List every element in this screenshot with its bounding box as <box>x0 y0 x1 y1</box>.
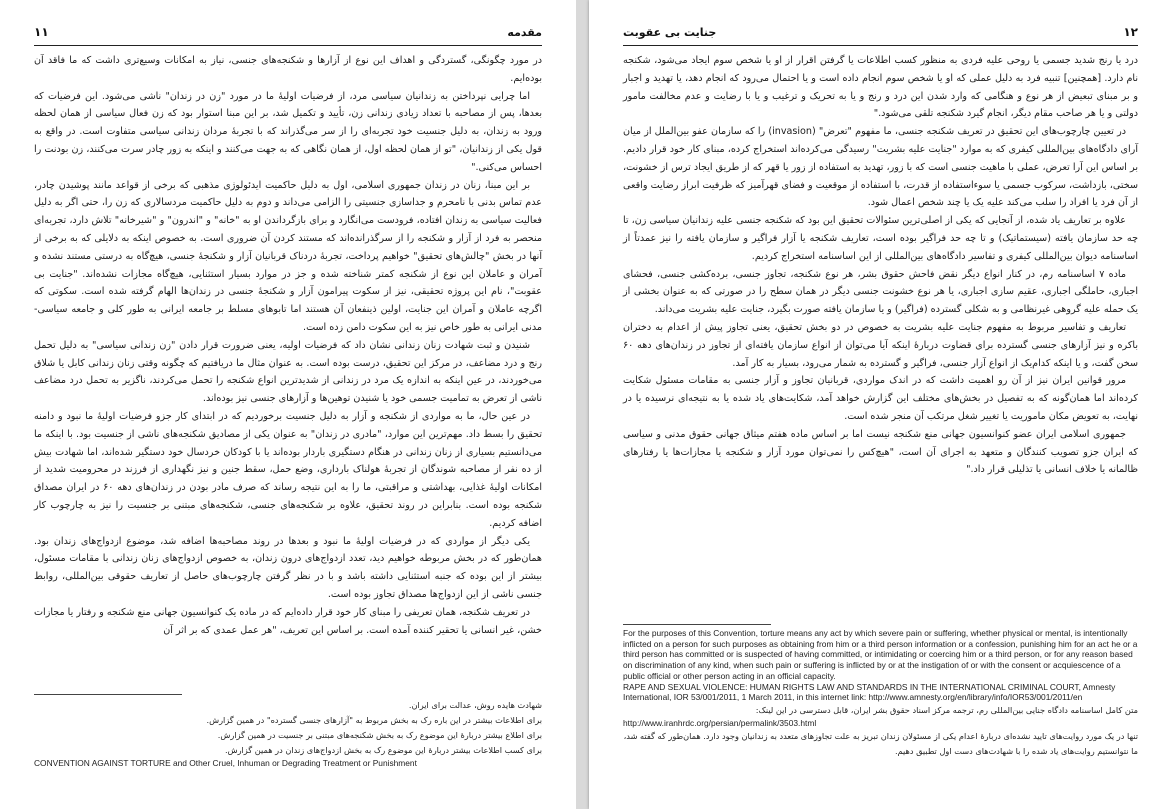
paragraph: جمهوری اسلامی ایران عضو کنوانسیون جهانی منع شکنجه نیست اما بر اساس ماده هفتم میثاق جهانی حقوق مدنی و سیاسی که ایران جزو تصویب کنندگان و متعهد به اجرای آن است، "هیچ‌کس را نمی‌توان مورد آزار و شکنجه یا مجازات‌ها یا رفتارهای ظالمانه یا خلاف انسانی یا تذلیلی قرار داد." <box>623 428 1138 476</box>
paragraph: درد یا رنج شدید جسمی یا روحی علیه فردی به منظور کسب اطلاعات یا گرفتن اقرار از او یا شخص سوم ایجاد می‌شود، شکنجه نام دارد. [همچنین] تنبیه فرد به دلیل عملی که او یا شخص سوم انجام داده است و یا احتمال می‌رود که انجام دهد، یا تهدید و اجبار و بر مبنای تبعیض از هر نوع و هنگامی که وارد شدن این درد و رنج و یا به تحریک و ترغیب و یا با رضایت و عدم مخالفت مامور دولتی و یا هر صاحب مقام دیگر، انجام گیرد شکنجه تلقی می‌شود." <box>623 55 1138 120</box>
footnote: CONVENTION AGAINST TORTURE and Other Cruel, Inhuman or Degrading Treatment or Punishment <box>34 758 417 768</box>
footnote-link[interactable]: http://www.iranhrdc.org/persian/permalink/3503.html <box>623 717 817 728</box>
running-title: مقدمه <box>507 25 542 39</box>
footnote: For the purposes of this Convention, torture means any act by which severe pain or suffering, whether physical or mental, is intentionally inflicted on a person for such purposes as obtaining from him or a third person information or a confession, punishing him for an act he or a third person has committed or is suspected of having committed, or intimidating or coercing him or a third person, or for any reason based on discrimination of any kind, when such pain or suffering is inflicted by or at the instigation of or with the consent or acquiescence of a public official or other person acting in an official capacity. <box>623 628 1138 681</box>
paragraph: ماده ۷ اساسنامه رم، در کنار انواع دیگر نقض فاحش حقوق بشر، هر نوع شکنجه، تجاوز جنسی، برده‌کشی جنسی، فحشای اجباری، حاملگی اجباری، عقیم سازی اجباری، یا هر نوع خشونت جنسی دیگر در همان سطح را در صورتی که به عنوان بخشی از یک حمله علیه گروهی غیرنظامی و به شکلی گسترده (فراگیر) و یا سازمان یافته صورت بگیرد، جنایت علیه بشریت می‌داند. <box>623 268 1138 316</box>
footnote: شهادت هایده روش، عدالت برای ایران. <box>408 700 542 710</box>
footnote-rule <box>623 624 771 625</box>
running-title: جنایت بی عقوبت <box>623 25 717 39</box>
paragraph: در مورد چگونگی، گستردگی و اهداف این نوع از آزارها و شکنجه‌های جنسی، نیاز به امکانات وسیع‌تری داشت که ما فاقد آن بوده‌ایم. <box>34 55 542 84</box>
header-rule <box>623 45 1138 46</box>
footnote: RAPE AND SEXUAL VIOLENCE: HUMAN RIGHTS LAW AND STANDARDS IN THE INTERNATIONAL CRIMINAL COURT, Amnesty International, IOR 53/001/2011, 1 March 2011, in this internet link: http://www.amnesty.org/en/library/info/IOR53/001/2011/en <box>623 681 1116 703</box>
page-11 <box>0 0 576 809</box>
body-text <box>34 52 542 639</box>
footnote: تنها در یک مورد روایت‌های تایید نشده‌ای دربارهٔ اعدام یکی از مسئولان زندان تبریز به علت تجاوزهای متعدد به زندانیان وجود دارد. همان‌طور که گفته شد، ما نتوانستیم روایت‌های یاد شده را با شهادت‌های دست اول تطبیق دهیم. <box>623 730 1138 756</box>
page-number: ۱۲ <box>1123 25 1138 39</box>
footnotes <box>34 698 542 769</box>
header-rule <box>34 45 542 46</box>
footnote: متن کامل اساسنامه دادگاه جنایی بین‌المللی رم، ترجمه مرکز اسناد حقوق بشر ایران، قابل دسترسی در این لینک: <box>755 704 1138 715</box>
footnote: برای اطلاع بیشتر دربارهٔ این موضوع رک به بخش شکنجه‌های مبتنی بر جنسیت در همین گزارش. <box>217 730 542 740</box>
paragraph: در عین حال، ما به مواردی از شکنجه و آزار به دلیل جنسیت برخوردیم که در ابتدای کار جزو فرضیات اولیهٔ ما نبود و دامنه تحقیق را بسط داد. مهم‌ترین این موارد، "مادری در زندان" به عنوان یکی از مصادیق شکنجه‌های ناشی از جنسیت بود. با اینکه ما می‌دانستیم بسیاری از زنان زندانی در هنگام دستگیری باردار بوده‌اند یا با کودکان خردسال خود دستگیر شده‌اند، اما شهادت بیش از ده نفر از مصاحبه شوندگان از تجربهٔ هولناک بارداری، وضع حمل، سقط جنین و نیز نگهداری از فرزند در محرومیت شدید از امکانات اولیهٔ غذایی، بهداشتی و مراقبتی، ما را به این نتیجه رساند که صرف مادر بودن در زندان‌های دهه ۶۰ در ایران مصداق شکنجه بوده است. بنابراین در روند تحقیق، علاوه بر شکنجه‌های جنسی، شکنجه‌های مبتنی بر جنسیت را نیز به چارچوب کار اضافه کردیم. <box>34 410 542 529</box>
page-gutter <box>576 0 589 809</box>
page-number: ۱۱ <box>34 25 49 39</box>
paragraph: علاوه بر تعاریف یاد شده، از آنجایی که یکی از اصلی‌ترین سئوالات تحقیق این بود که شکنجه جنسی علیه زندانیان سیاسی زن، تا چه حد سازمان یافته (سیستماتیک) و تا چه حد فراگیر بوده است، تعاریف شکنجه یا آزار فراگیر و سازمان یافته را نیز عمدتاً از اساسنامه دیوان بین‌المللی کیفری و تفاسیر دادگاه‌های بین‌المللی از این اساسنامه استخراج کردیم. <box>623 215 1138 262</box>
running-header <box>34 24 542 40</box>
paragraph: بر این مبنا، زنان در زندان جمهوری اسلامی، اول به دلیل حاکمیت ایدئولوژی مذهبی که برخی از قواعد مانند پوشیدن چادر، عدم تماس بدنی با نامحرم و جداسازی جنسیتی را الزامی می‌داند و دوم به دلیل حاکمیت مردسالاری که زن را، حتی اگر به دلیل فعالیت سیاسی به زندان افتاده، فرودست می‌انگارد و برای بازگرداندن او به "خانه" و "اندرون" و "شیرخانه" تلاش دارد، تجربه‌ای منحصر به فرد از آزار و شکنجه را از سرگذرانده‌اند که مستند کردن آن ضروری است. به خصوص اینکه به دلایلی که به برخی از آنها در بخش "چالش‌های تحقیق" خواهیم پرداخت، تجربهٔ دردناک قربانیان آزار و شکنجهٔ جنسی، هیچ‌گاه به درستی مستند نشده و آمران و عاملان این نوع از شکنجه کمتر شناخته شده و جز در موارد بسیار استثنایی، هیچ‌گاه مجازات نشده‌اند. "جنایت بی عقوبت"، نام این پروژه تحقیقی، نیز از سکوت پیرامون آزار و شکنجهٔ جنسی در زندان‌ها الهام گرفته شده است. سکوتی که اگرچه عاملان و آمران این جنایت، اولین ذینفعان آن هستند اما تابوهای مسلط بر جامعه ایرانی به طور کلی و جامعه سیاسی- مدنی ایرانی به طور خاص نیز به این سکوت دامن زده است. <box>34 179 542 333</box>
page-12 <box>589 0 1172 809</box>
running-header <box>623 24 1138 40</box>
footnote: برای کسب اطلاعات بیشتر دربارهٔ این موضوع رک به بخش ازدواج‌های زندان در همین گزارش. <box>224 745 542 755</box>
footnote-rule <box>34 694 182 695</box>
footnotes <box>623 628 1138 759</box>
paragraph: تعاریف و تفاسیر مربوط به مفهوم جنایت علیه بشریت به خصوص در دو بخش تحقیق، یعنی تجاوز پیش از اعدام به دختران باکره و نیز آزارهای جنسی گسترده برای قضاوت دربارهٔ اینکه آیا می‌توان از انواع سازمان یافته‌ای از تجاوز در زندان‌های دهه ۶۰ سخن گفت، و یا اینکه کدام‌یک از انواع آزار جنسی، فراگیر و گسترده به شمار می‌رود، بسیار به کار آمد. <box>623 321 1138 369</box>
paragraph: اما چرایی نپرداختن به زندانیان سیاسی مرد، از فرضیات اولیهٔ ما در مورد "زن در زندان" ناشی می‌شود. این فرضیات که بعدها، پس از مصاحبه با تعداد زیادی زندانی زن، تأیید و تکمیل شد، بر این مبنا استوار بود که زن فعال سیاسی از همان لحظه ورود به زندان، به دلیل جنسیت خود تجربه‌ای را از سر می‌گذراند که با تجربهٔ مردان زندانی سیاسی متفاوت است. در واقع به قول یکی از زندانیان، "تو از همان لحظه اول، از همان نگاهی که به جهت می‌کنند و اینکه به زور چادر سرت می‌کنند، زن بودنت را احساس می‌کنی." <box>34 90 542 173</box>
paragraph: در تعریف شکنجه، همان تعریفی را مبنای کار خود قرار داده‌ایم که در ماده یک کنوانسیون جهانی منع شکنجه و رفتار یا مجازات خشن، غیر انسانی یا تحقیر کننده آمده است. بر اساس این تعریف، "هر عمل عمدی که بر اثر آن <box>34 606 542 636</box>
paragraph: مرور قوانین ایران نیز از آن رو اهمیت داشت که در اندک مواردی، قربانیان تجاوز و آزار جنسی به مقامات مسئول شکایت کرده‌اند اما همان‌گونه که به تفصیل در بخش‌های مختلف این گزارش خواهد آمد، شکایت‌های یاد شده یا به نتیجه‌ای نرسیده یا در نهایت، به تعویض مکان ماموریت یا تغییر شغل مرتکب آن منجر شده است. <box>623 375 1138 422</box>
paragraph: یکی دیگر از مواردی که در فرضیات اولیهٔ ما نبود و بعدها در روند مصاحبه‌ها اضافه شد، موضوع ازدواج‌های زندان بود. همان‌طور که در بخش مربوطه خواهیم دید، تعدد ازدواج‌های درون زندان، به خصوص ازدواج‌های زنان زندانی با مقامات مسئول، بیشتر از این بوده که جنبه استثنایی داشته باشد و با در نظر گرفتن چارچوب‌های حاصل از تعاریف حقوقی بین‌المللی، روابط جنسی ناشی از این ازدواج‌ها مصداق تجاوز بوده است. <box>34 535 542 600</box>
paragraph: شنیدن و ثبت شهادت زنان زندانی نشان داد که فرضیات اولیه، یعنی ضرورت قرار دادن "زن زندانی سیاسی" به دلیل تحمل رنج و درد مضاعف، در مرکز این تحقیق، درست بوده است. به عنوان مثال ما دریافتیم که چگونه وقتی زنان زندانی کابل یا شلاق می‌خوردند، در عین اینکه به اندازه یک مرد در زندانی از شدیدترین انواع شکنجه را تحمل می‌کردند، ناگزیر به تحمل درد مضاعف ناشی از تعرض به تمامیت جسمی خود یا شنیدن توهین‌ها و آزارهای جنسی نیز بوده‌اند. <box>34 339 542 405</box>
body-text <box>623 52 1138 479</box>
paragraph: در تعیین چارچوب‌های این تحقیق در تعریف شکنجه جنسی، ما مفهوم "تعرض" (invasion) را که سازمان عفو بین‌الملل از میان آرای دادگاه‌های بین‌المللی کیفری که به موارد "جنایت علیه بشریت" رسیدگی می‌کرده‌اند استخراج کرده، مبنای کار خود قرار دادیم. بر اساس این آرا تعرض، عملی با ماهیت جنسی است که با زور، تهدید به استفاده از زور یا قهر که از طریق ایجاد ترس از خشونت، سختی، بازداشت، سرکوب جسمی یا سوءاستفاده از قدرت، با استفاده از موقعیت و فضای قهرآمیز که ظرفیت ابراز رضایت واقعی از آن فرد یا افراد را سلب می‌کند علیه یک یا چند شخص اعمال شود. <box>623 126 1138 209</box>
footnote: برای اطلاعات بیشتر در این باره رک به بخش مربوط به "آزارهای جنسی گسترده" در همین گزارش. <box>206 715 542 725</box>
